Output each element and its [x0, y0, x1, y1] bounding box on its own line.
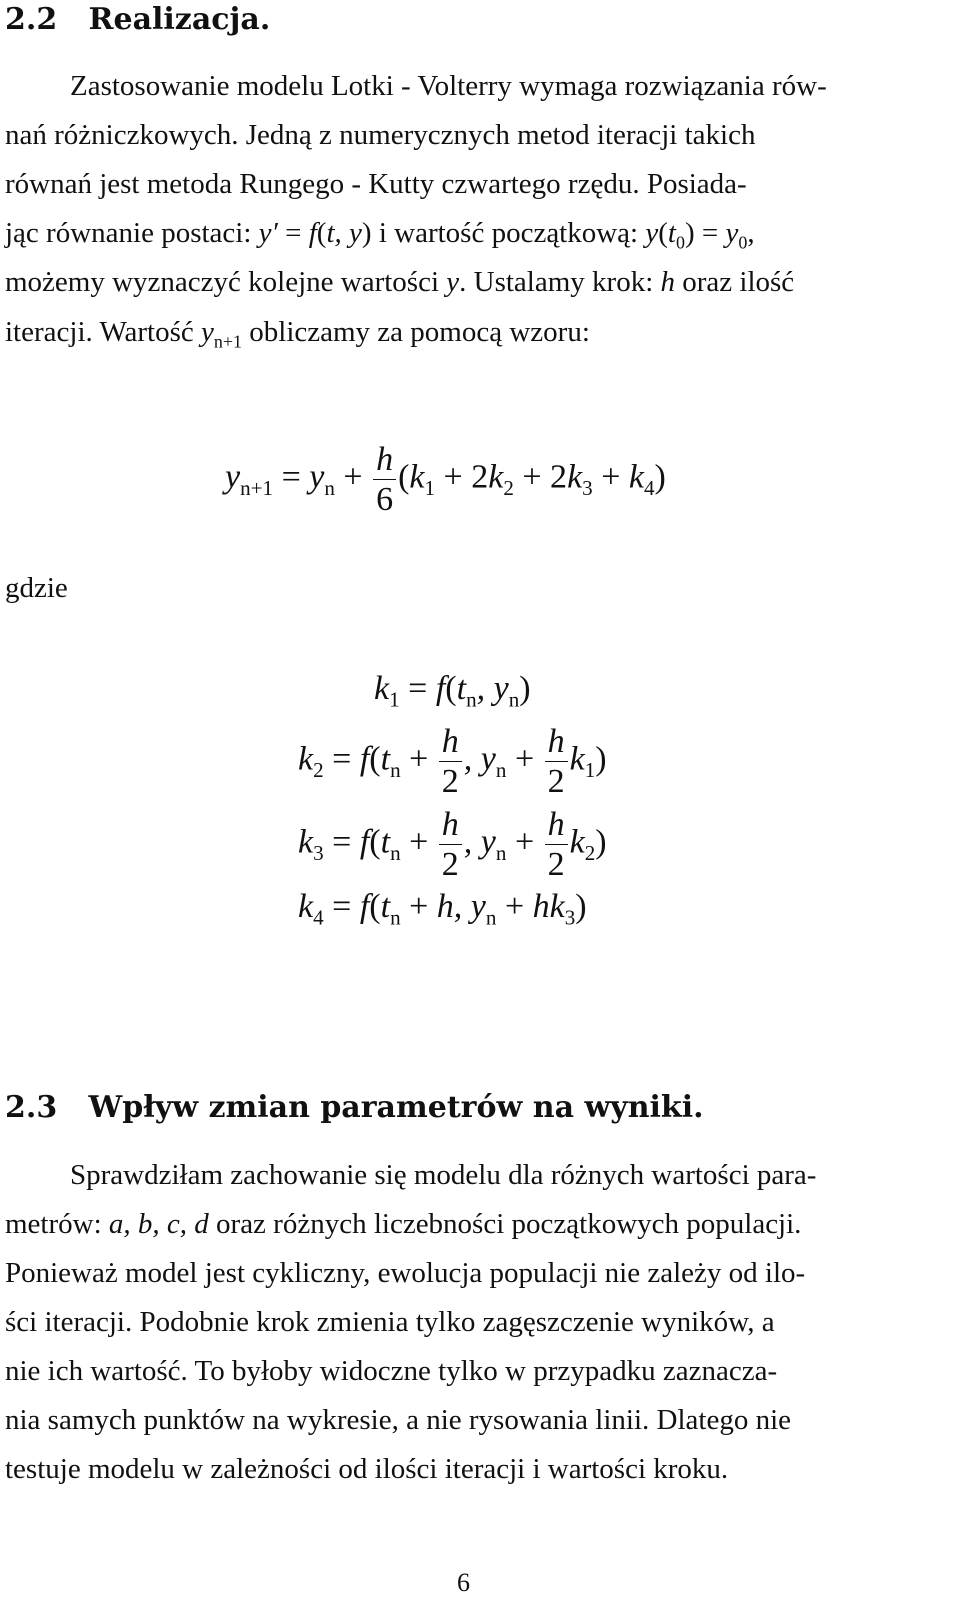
paragraph-1-line-4: jąc równanie postaci: y′ = f(t, y) i wartość początkową: $y(t_0) = y_0$, [5, 217, 755, 253]
paragraph-1-line-2: nań różniczkowych. Jedną z numerycznych metod iteracji takich [5, 119, 756, 151]
equation-k1: $k_1 = f(t_n$, $y_n$) [374, 670, 531, 712]
equation-inline-ode: y′ = f(t, y) [258, 217, 372, 249]
paragraph-2-line-3: Ponieważ model jest cykliczny, ewolucja populacji nie zależy od ilo- [5, 1257, 806, 1289]
paragraph-1-line-1: Zastosowanie modelu Lotki - Volterry wymaga rozwiązania rów- [70, 70, 827, 102]
equation-rk4-update: $y_{n+1} = y_n$ + $\frac{h}{6}$ $(k_1 + 2k_2 + 2k_3 + k_4)$ [225, 441, 666, 519]
paragraph-1-line-6: iteracji. Wartość $y_{n+1}$ obliczamy za pomocą wzoru: [5, 316, 590, 352]
equation-k3: $k_3 = f(t_n$ + $\frac{h}{2}$ , $y_n$ + $\frac{h}{2}$ $k_2$) [298, 806, 607, 884]
paragraph-2-line-6: nia samych punktów na wykresie, a nie rysowania linii. Dlatego nie [5, 1404, 792, 1436]
section-title: Realizacja. [88, 2, 271, 37]
paragraph-1-line-5: możemy wyznaczyć kolejne wartości y. Ustalamy krok: h oraz ilość [5, 266, 795, 298]
section-heading-2-2 [5, 2, 270, 37]
paragraph-2-line-5: nie ich wartość. To byłoby widoczne tylko w przypadku zaznacza- [5, 1355, 778, 1387]
section-number: 2.3 [5, 1090, 58, 1125]
equation-inline-initial: $y(t_0) = y_0$ [645, 217, 748, 253]
paragraph-2-line-7: testuje modelu w zależności od ilości iteracji i wartości kroku. [5, 1453, 729, 1485]
section-heading-2-3 [5, 1090, 704, 1125]
section-title: Wpływ zmian parametrów na wyniki. [88, 1090, 704, 1125]
paragraph-2-line-4: ści iteracji. Podobnie krok zmienia tylko zagęszczenie wyników, a [5, 1306, 775, 1338]
paragraph-2-line-1: Sprawdziłam zachowanie się modelu dla różnych wartości para- [70, 1159, 817, 1191]
equation-k2: $k_2 = f(t_n$ + $\frac{h}{2}$ , $y_n$ + $\frac{h}{2}$ $k_1$) [298, 723, 607, 801]
paragraph-2-line-2: metrów: a, b, c, d oraz różnych liczebności początkowych populacji. [5, 1208, 802, 1240]
section-number: 2.2 [5, 2, 58, 37]
where-label: gdzie [5, 572, 68, 604]
page-number: 6 [457, 1568, 470, 1597]
paragraph-1-line-3: równań jest metoda Rungego - Kutty czwartego rzędu. Posiada- [5, 168, 747, 200]
equation-k4: $k_4 = f(t_n + h$, $y_n + hk_3$) [298, 888, 587, 930]
